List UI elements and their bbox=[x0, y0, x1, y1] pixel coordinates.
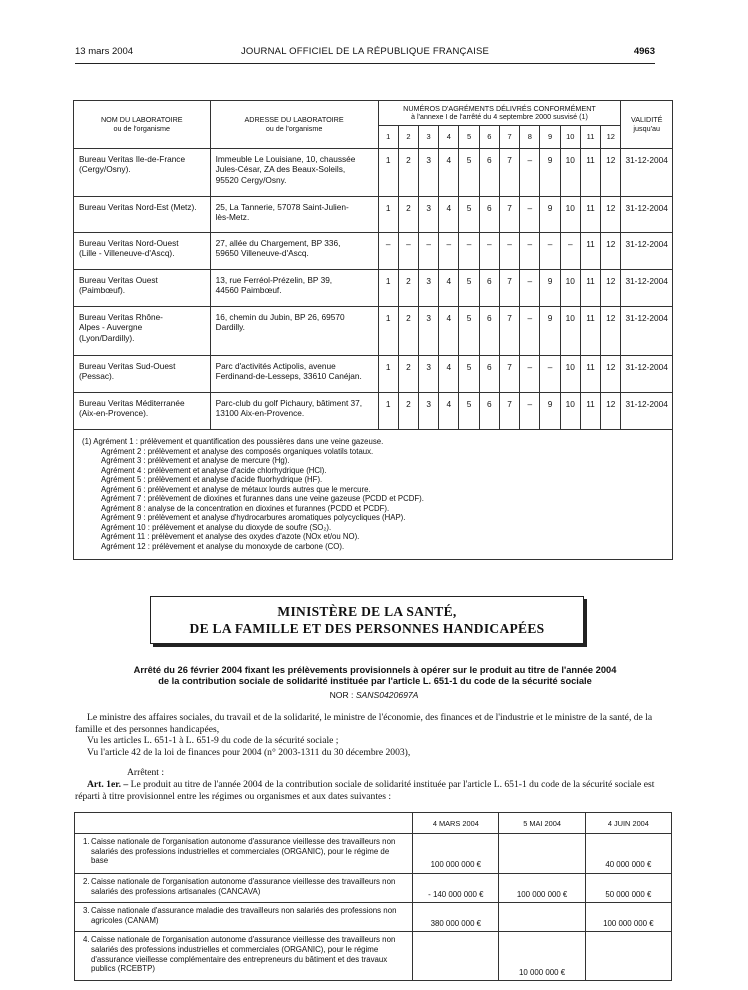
approval-number-cell: 5 bbox=[459, 149, 479, 197]
header-rule bbox=[75, 63, 655, 64]
approval-number-cell: 12 bbox=[601, 233, 621, 270]
approval-number-cell: 12 bbox=[601, 197, 621, 233]
approval-number-cell: 6 bbox=[479, 393, 499, 430]
approval-number-cell: 6 bbox=[479, 270, 499, 307]
approval-number-cell: 7 bbox=[499, 149, 519, 197]
approval-number-cell: 5 bbox=[459, 270, 479, 307]
laboratory-row bbox=[74, 307, 673, 356]
approval-number-cell: 9 bbox=[540, 393, 560, 430]
amount-cell bbox=[585, 932, 671, 980]
footnote-line: Agrément 10 : prélèvement et analyse du dioxyde de soufre (SO₂). bbox=[101, 522, 332, 532]
approval-number-cell: 9 bbox=[540, 307, 560, 356]
approval-number-cell: 6 bbox=[479, 197, 499, 233]
approval-number-cell: 1 bbox=[378, 270, 398, 307]
ministry-heading bbox=[150, 596, 584, 644]
validity-date: 31-12-2004 bbox=[621, 149, 673, 197]
preamble bbox=[75, 712, 673, 758]
approval-number-cell: 6 bbox=[479, 149, 499, 197]
provision-row bbox=[75, 903, 672, 932]
approval-number-header: 4 bbox=[439, 126, 459, 149]
footnote-line: (1) Agrément 1 : prélèvement et quantification des poussières dans une veine gazeuse. bbox=[82, 437, 384, 446]
approval-number-cell: 2 bbox=[398, 149, 418, 197]
approval-number-cell: – bbox=[520, 233, 540, 270]
issue-date: 13 mars 2004 bbox=[75, 46, 134, 57]
approval-number-cell: 4 bbox=[439, 307, 459, 356]
approval-number-header: 9 bbox=[540, 126, 560, 149]
provision-row bbox=[75, 932, 672, 980]
page-number: 4963 bbox=[633, 46, 655, 57]
approval-number-header: 6 bbox=[479, 126, 499, 149]
approval-number-cell: – bbox=[398, 233, 418, 270]
approval-number-cell: 4 bbox=[439, 356, 459, 393]
arrete-title: Arrêté du 26 février 2004 fixant les prélèvements provisionnels à opérer sur le produit au titre de l'année 2004 de la contribution sociale de solidarité instituée par l'article L. 651-1 du code de la sécurité sociale bbox=[133, 665, 617, 686]
approval-number-cell: 2 bbox=[398, 307, 418, 356]
approval-number-header: 7 bbox=[499, 126, 519, 149]
footnote-line: Agrément 8 : analyse de la concentration en dioxines et furannes (PCDD et PCDF). bbox=[101, 503, 390, 513]
laboratory-name: Bureau Veritas Ouest (Paimbœuf). bbox=[74, 270, 211, 307]
approval-number-cell: 12 bbox=[601, 307, 621, 356]
provision-table bbox=[74, 812, 672, 981]
laboratory-row bbox=[74, 356, 673, 393]
approval-number-cell: – bbox=[378, 233, 398, 270]
laboratory-row bbox=[74, 149, 673, 197]
approval-number-cell: 2 bbox=[398, 393, 418, 430]
preamble-vu-1: Vu les articles L. 651-1 à L. 651-9 du code de la sécurité sociale ; bbox=[87, 735, 339, 746]
laboratory-row bbox=[74, 393, 673, 430]
approval-number-cell: 1 bbox=[378, 149, 398, 197]
footnote-line: Agrément 3 : prélèvement et analyse de mercure (Hg). bbox=[101, 456, 290, 465]
approval-number-cell: 7 bbox=[499, 197, 519, 233]
approval-number-cell: 9 bbox=[540, 149, 560, 197]
laboratory-address: Immeuble Le Louisiane, 10, chaussée Jules-César, ZA des Beaux-Soleils, 95520 Cergy/Osny. bbox=[210, 149, 378, 197]
approval-number-cell: 3 bbox=[419, 356, 439, 393]
footnote-line: Agrément 9 : prélèvement et analyse d'hydrocarbures aromatiques polycycliques (HAP). bbox=[101, 513, 406, 522]
approval-number-cell: 2 bbox=[398, 197, 418, 233]
approval-number-cell: 6 bbox=[479, 356, 499, 393]
approval-number-cell: 12 bbox=[601, 270, 621, 307]
approval-number-cell: 3 bbox=[419, 149, 439, 197]
laboratory-name: Bureau Veritas Rhône- Alpes - Auvergne (Lyon/Dardilly). bbox=[74, 307, 211, 356]
provision-row bbox=[75, 834, 672, 874]
provision-row bbox=[75, 874, 672, 903]
amount-cell: 50 000 000 € bbox=[585, 874, 671, 903]
approval-number-cell: 3 bbox=[419, 307, 439, 356]
approval-number-cell: 10 bbox=[560, 307, 580, 356]
footnote-line: Agrément 11 : prélèvement et analyse des oxydes d'azote (NOx et/ou NO). bbox=[101, 532, 360, 541]
amount-cell: 100 000 000 € bbox=[413, 834, 499, 874]
approval-number-cell: – bbox=[540, 356, 560, 393]
approval-number-cell: – bbox=[520, 393, 540, 430]
validity-date: 31-12-2004 bbox=[621, 307, 673, 356]
approval-number-cell: 11 bbox=[580, 270, 600, 307]
footnote-line: Agrément 7 : prélèvement de dioxines et furannes dans une veine gazeuse (PCDD et PCDF). bbox=[101, 494, 424, 503]
approval-number-cell: – bbox=[520, 356, 540, 393]
approval-number-cell: – bbox=[499, 233, 519, 270]
approval-number-header: 12 bbox=[601, 126, 621, 149]
footnotes bbox=[74, 430, 673, 560]
article-1-text: Le produit au titre de l'année 2004 de la contribution sociale de solidarité instituée par l'article L. 651-1 du code de la sécurité sociale est réparti à titre provisionnel entre les régimes ou organismes et aux dates suivantes : bbox=[75, 779, 655, 802]
approval-number-cell: 10 bbox=[560, 149, 580, 197]
approval-number-cell: 1 bbox=[378, 356, 398, 393]
approval-number-cell: 11 bbox=[580, 233, 600, 270]
journal-title: JOURNAL OFFICIEL DE LA RÉPUBLIQUE FRANÇAISE bbox=[240, 46, 490, 57]
validity-date: 31-12-2004 bbox=[621, 356, 673, 393]
col-header-date-1: 4 MARS 2004 bbox=[413, 813, 499, 834]
preamble-vu-2: Vu l'article 42 de la loi de finances pour 2004 (n° 2003-1311 du 30 décembre 2003), bbox=[87, 746, 411, 758]
laboratory-name: Bureau Veritas Sud-Ouest (Pessac). bbox=[74, 356, 211, 393]
laboratory-name: Bureau Veritas Méditerranée (Aix-en-Provence). bbox=[74, 393, 211, 430]
amount-cell bbox=[499, 903, 585, 932]
laboratory-name: Bureau Veritas Nord-Est (Metz). bbox=[74, 197, 211, 233]
running-header bbox=[75, 46, 655, 60]
organism-label: 1. Caisse nationale de l'organisation autonome d'assurance vieillesse des travailleurs non salariés des professions industrielles et commerciales (ORGANIC), pour le régime de base bbox=[75, 834, 413, 874]
laboratory-address: 27, allée du Chargement, BP 336, 59650 Villeneuve-d'Ascq. bbox=[210, 233, 378, 270]
approval-number-cell: – bbox=[439, 233, 459, 270]
approval-number-cell: – bbox=[419, 233, 439, 270]
laboratories-table bbox=[73, 100, 673, 560]
approval-number-cell: 3 bbox=[419, 197, 439, 233]
ministry-line-1: MINISTÈRE DE LA SANTÉ, bbox=[277, 604, 457, 619]
approval-number-cell: – bbox=[520, 149, 540, 197]
approval-number-cell: 1 bbox=[378, 307, 398, 356]
approval-number-cell: 4 bbox=[439, 197, 459, 233]
approval-number-cell: 10 bbox=[560, 356, 580, 393]
col-header-approvals: NUMÉROS D'AGRÉMENTS DÉLIVRÉS CONFORMÉMENT à l'annexe I de l'arrêté du 4 septembre 2000 susvisé (1) bbox=[378, 101, 621, 126]
approval-number-cell: 11 bbox=[580, 356, 600, 393]
footnote-line: Agrément 2 : prélèvement et analyse des composés organiques volatils totaux. bbox=[101, 446, 374, 456]
approval-number-header: 8 bbox=[520, 126, 540, 149]
approval-number-cell: 7 bbox=[499, 356, 519, 393]
col-header-address: ADRESSE DU LABORATOIRE ou de l'organisme bbox=[210, 101, 378, 149]
approval-number-cell: 12 bbox=[601, 393, 621, 430]
nor-reference: NOR : SANS0420697A bbox=[329, 690, 419, 700]
laboratory-row bbox=[74, 197, 673, 233]
approval-number-header: 2 bbox=[398, 126, 418, 149]
approval-number-cell: 9 bbox=[540, 270, 560, 307]
approval-number-cell: 11 bbox=[580, 393, 600, 430]
col-header-date-3: 4 JUIN 2004 bbox=[585, 813, 671, 834]
preamble-intro: Le ministre des affaires sociales, du travail et de la solidarité, le ministre de l'économie, des finances et de l'industrie et le ministre de la santé, de la famille et des personnes handicapées, bbox=[75, 712, 653, 735]
validity-date: 31-12-2004 bbox=[621, 270, 673, 307]
approval-number-cell: 12 bbox=[601, 356, 621, 393]
approval-number-header: 11 bbox=[580, 126, 600, 149]
approval-number-cell: – bbox=[520, 197, 540, 233]
approval-number-cell: 2 bbox=[398, 270, 418, 307]
organism-label: 3. Caisse nationale d'assurance maladie des travailleurs non salariés des professions non agricoles (CANAM) bbox=[75, 903, 413, 932]
approval-number-cell: 7 bbox=[499, 307, 519, 356]
approval-number-cell: 10 bbox=[560, 393, 580, 430]
amount-cell: 380 000 000 € bbox=[413, 903, 499, 932]
approval-number-cell: 5 bbox=[459, 197, 479, 233]
approval-number-cell: 12 bbox=[601, 149, 621, 197]
approval-number-cell: – bbox=[459, 233, 479, 270]
approval-number-cell: 1 bbox=[378, 197, 398, 233]
approval-number-cell: 11 bbox=[580, 197, 600, 233]
amount-cell bbox=[499, 834, 585, 874]
footnote-line: Agrément 12 : prélèvement et analyse du monoxyde de carbone (CO). bbox=[101, 541, 345, 551]
approval-number-cell: – bbox=[520, 307, 540, 356]
approval-number-cell: 2 bbox=[398, 356, 418, 393]
laboratory-address: Parc d'activités Actipolis, avenue Ferdinand-de-Lesseps, 33610 Canéjan. bbox=[210, 356, 378, 393]
approval-number-cell: 9 bbox=[540, 197, 560, 233]
approval-number-header: 5 bbox=[459, 126, 479, 149]
approval-number-cell: 1 bbox=[378, 393, 398, 430]
validity-date: 31-12-2004 bbox=[621, 233, 673, 270]
amount-cell bbox=[413, 932, 499, 980]
approval-number-cell: – bbox=[560, 233, 580, 270]
laboratory-row bbox=[74, 270, 673, 307]
approval-number-header: 1 bbox=[378, 126, 398, 149]
approval-number-cell: 11 bbox=[580, 307, 600, 356]
amount-cell: 100 000 000 € bbox=[499, 874, 585, 903]
amount-cell: 10 000 000 € bbox=[499, 932, 585, 980]
approval-number-cell: – bbox=[520, 270, 540, 307]
col-header-name: NOM DU LABORATOIRE ou de l'organisme bbox=[74, 101, 211, 149]
amount-cell: 40 000 000 € bbox=[585, 834, 671, 874]
laboratory-address: 13, rue Ferréol-Prézelin, BP 39, 44560 Paimbœuf. bbox=[210, 270, 378, 307]
laboratory-row bbox=[74, 233, 673, 270]
approval-number-cell: 6 bbox=[479, 307, 499, 356]
approval-number-cell: 7 bbox=[499, 270, 519, 307]
approval-number-cell: – bbox=[540, 233, 560, 270]
validity-date: 31-12-2004 bbox=[621, 197, 673, 233]
approval-number-cell: 5 bbox=[459, 356, 479, 393]
ministry-line-2: DE LA FAMILLE ET DES PERSONNES HANDICAPÉES bbox=[189, 621, 545, 636]
footnote-line: Agrément 5 : prélèvement et analyse d'acide fluorhydrique (HF). bbox=[101, 475, 323, 484]
amount-cell: - 140 000 000 € bbox=[413, 874, 499, 903]
footnote-line: Agrément 4 : prélèvement et analyse d'acide chlorhydrique (HCl). bbox=[101, 465, 327, 475]
laboratory-name: Bureau Veritas Ile-de-France (Cergy/Osny). bbox=[74, 149, 211, 197]
approval-number-header: 10 bbox=[560, 126, 580, 149]
laboratory-address: 16, chemin du Jubin, BP 26, 69570 Dardilly. bbox=[210, 307, 378, 356]
laboratory-name: Bureau Veritas Nord-Ouest (Lille - Villeneuve-d'Ascq). bbox=[74, 233, 211, 270]
approval-number-cell: 4 bbox=[439, 270, 459, 307]
laboratory-address: Parc-club du golf Pichaury, bâtiment 37, 13100 Aix-en-Provence. bbox=[210, 393, 378, 430]
approval-number-cell: – bbox=[479, 233, 499, 270]
approval-number-cell: 10 bbox=[560, 197, 580, 233]
validity-date: 31-12-2004 bbox=[621, 393, 673, 430]
amount-cell: 100 000 000 € bbox=[585, 903, 671, 932]
article-1-label: Art. 1er. – bbox=[87, 779, 129, 790]
approval-number-cell: 5 bbox=[459, 307, 479, 356]
footnote-line: Agrément 6 : prélèvement et analyse de métaux lourds autres que le mercure. bbox=[101, 484, 371, 494]
arretent: Arrêtent : bbox=[127, 767, 165, 778]
laboratory-address: 25, La Tannerie, 57078 Saint-Julien- lès-Metz. bbox=[210, 197, 378, 233]
approval-number-cell: 3 bbox=[419, 270, 439, 307]
approval-number-cell: 4 bbox=[439, 393, 459, 430]
approval-number-cell: 4 bbox=[439, 149, 459, 197]
approval-number-cell: 11 bbox=[580, 149, 600, 197]
article-1 bbox=[75, 779, 673, 802]
organism-label: 2. Caisse nationale de l'organisation autonome d'assurance vieillesse des travailleurs non salariés des professions artisanales (CANCAVA) bbox=[75, 874, 413, 903]
approval-number-cell: 10 bbox=[560, 270, 580, 307]
approval-number-cell: 3 bbox=[419, 393, 439, 430]
col-header-date-2: 5 MAI 2004 bbox=[499, 813, 585, 834]
col-header-validity: VALIDITÉ jusqu'au bbox=[621, 101, 673, 149]
approval-number-cell: 7 bbox=[499, 393, 519, 430]
approval-number-header: 3 bbox=[419, 126, 439, 149]
organism-label: 4. Caisse nationale de l'organisation autonome d'assurance vieillesse des travailleurs non salariés des professions industrielles et commerciales (ORGANIC), pour le régime d'assurance vieillesse complémentaire des entrepreneurs du bâtiment et des travaux publics (RCEBTP) bbox=[75, 932, 413, 980]
approval-number-cell: 5 bbox=[459, 393, 479, 430]
